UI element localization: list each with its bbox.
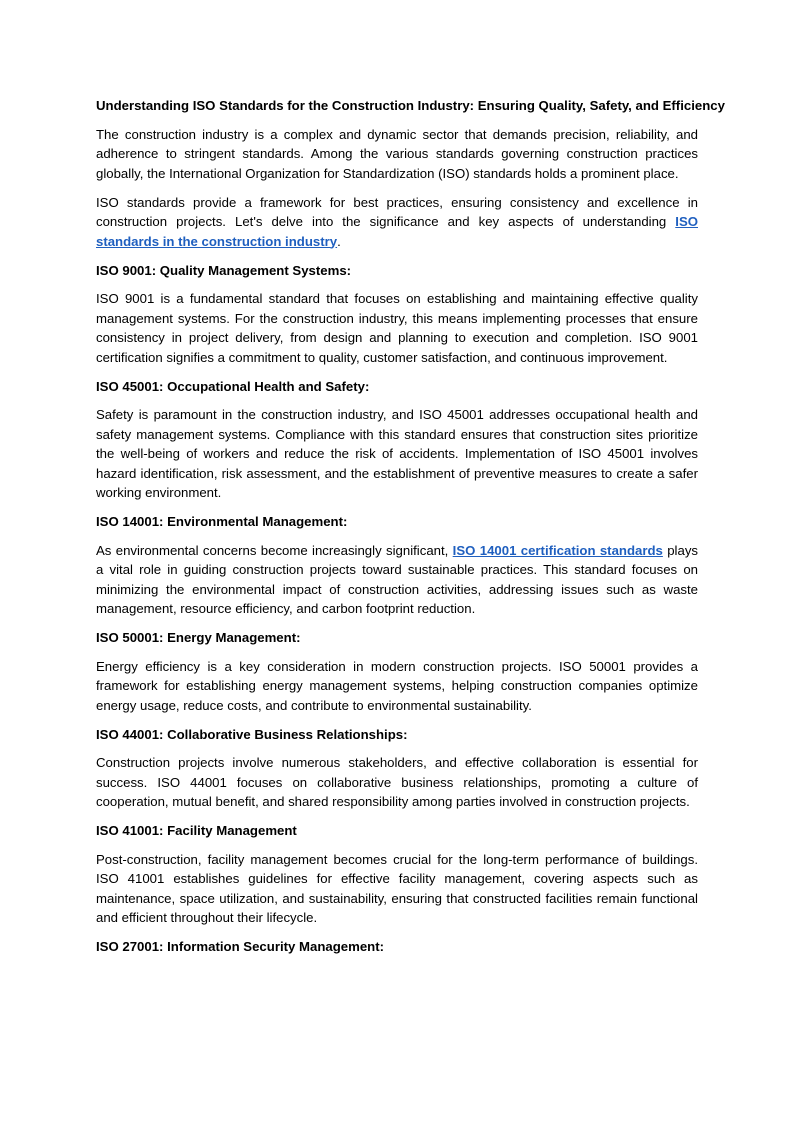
section-body-iso-45001: Safety is paramount in the construction industry, and ISO 45001 addresses occupational health and safety management systems. Compliance with this standard ensures that construction sites prioritize the well-being of workers and reduce the risk of accidents. Implementation of ISO 45001 involves hazard identification, risk assessment, and the establishment of preventive measures to create a safer working environment. [96,407,698,500]
section-body-iso-41001: Post-construction, facility management becomes crucial for the long-term performance of buildings. ISO 41001 establishes guidelines for effective facility management, covering aspects such as maintenance, space utilization, and sustainability, ensuring that constructed facilities remain functional and efficient throughout their lifecycle. [96,851,698,925]
section-body-iso-50001: Energy efficiency is a key consideration in modern construction projects. ISO 50001 provides a framework for establishing energy management systems, helping construction companies optimize energy usage, reduce costs, and contribute to environmental sustainability. [96,658,698,713]
section-body-iso-9001: ISO 9001 is a fundamental standard that focuses on establishing and maintaining effective quality management systems. For the construction industry, this means implementing processes that ensure consistency in project delivery, from design and planning to execution and completion. ISO 9001 certification signifies a commitment to quality, customer satisfaction, and continuous improvement. [96,291,698,365]
section-heading-iso-27001: ISO 27001: Information Security Management: [96,939,385,954]
iso-14001-certification-link[interactable]: ISO 14001 certification standards [452,542,663,558]
iso-standards-construction-link[interactable]: ISO standards in the construction industry [96,214,698,249]
section-text: As environmental concerns become increasingly significant, [96,542,453,558]
section-heading-iso-45001: ISO 45001: Occupational Health and Safety: [96,378,370,394]
section-heading-iso-9001: ISO 9001: Quality Management Systems: [96,262,352,278]
intro-text: ISO standards provide a framework for best practices, ensuring consistency and excellence in construction projects. Let's delve into the significance and key aspects of understanding [96,194,698,229]
intro-paragraph-with-link [96,193,698,252]
section-body-iso-14001 [96,541,698,619]
intro-paragraph: The construction industry is a complex and dynamic sector that demands precision, reliability, and adherence to stringent standards. Among the various standards governing construction practices globally, the International Organization for Standardization (ISO) standards holds a prominent place. [96,126,698,181]
section-heading-iso-41001: ISO 41001: Facility Management [96,823,297,838]
section-heading-iso-14001: ISO 14001: Environmental Management: [96,514,348,529]
section-text-end: plays a vital role in guiding construction projects toward sustainable practices. This standard focuses on minimizing the environmental impact of construction activities, addressing issues such as waste management, resource efficiency, and carbon footprint reduction. [96,542,699,616]
section-heading-iso-44001: ISO 44001: Collaborative Business Relationships: [96,726,408,742]
document-page [96,96,725,966]
document-title: Understanding ISO Standards for the Construction Industry: Ensuring Quality, Safety, and Efficiency [96,98,725,113]
section-body-iso-44001: Construction projects involve numerous stakeholders, and effective collaboration is essential for success. ISO 44001 focuses on collaborative business relationships, promoting a culture of cooperation, mutual benefit, and shared responsibility among parties involved in construction projects. [96,755,698,809]
intro-text-end: . [337,233,341,249]
section-heading-iso-50001: ISO 50001: Energy Management: [96,630,301,645]
